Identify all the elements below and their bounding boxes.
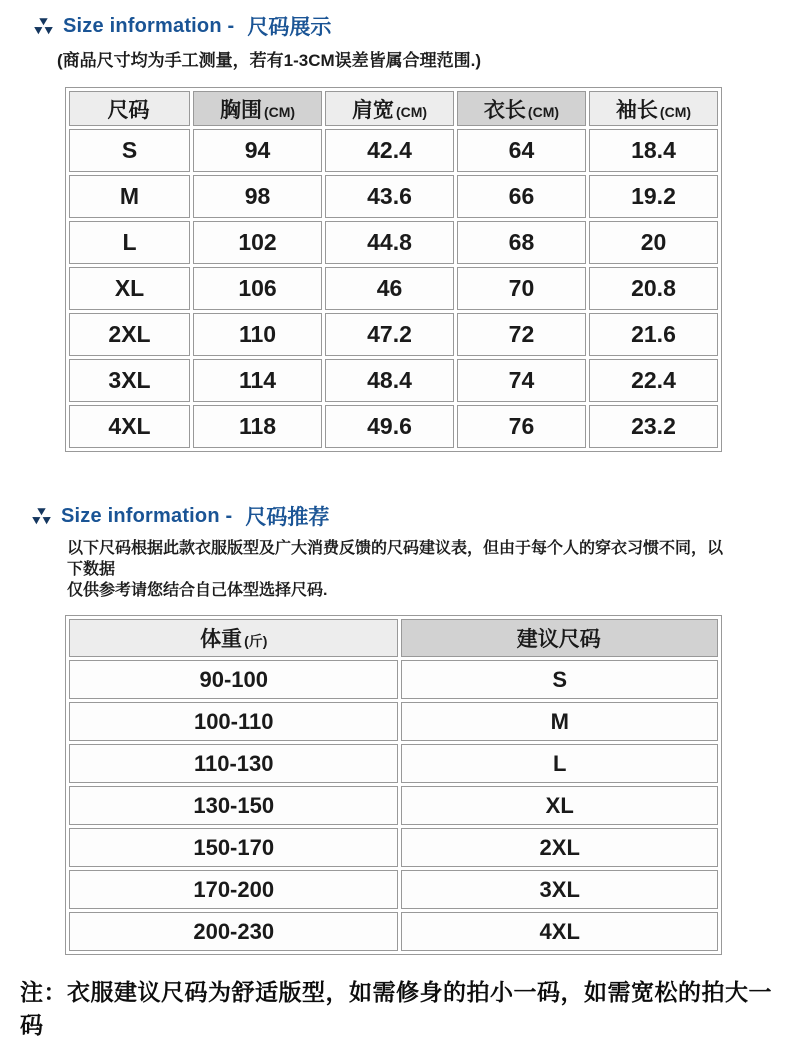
column-unit: (CM) — [659, 103, 692, 120]
table-cell: 49.6 — [325, 405, 454, 448]
table-row — [69, 744, 718, 783]
description-line: 仅供参考请您结合自己体型选择尺码. — [67, 582, 328, 599]
column-label: 衣长 — [483, 98, 526, 122]
table-cell: 76 — [457, 405, 586, 448]
column-header-sleeve — [589, 91, 718, 126]
column-label: 胸围 — [219, 98, 262, 122]
table-cell: 3XL — [69, 359, 190, 402]
table-row — [69, 828, 718, 867]
size-measurements-table — [65, 87, 722, 452]
table-cell: 3XL — [401, 870, 718, 909]
column-label: 尺码 — [107, 98, 150, 122]
recommendation-description — [67, 538, 727, 601]
table-cell: 20 — [589, 221, 718, 264]
table-cell: 20.8 — [589, 267, 718, 310]
table-row — [69, 175, 718, 218]
table-cell: 200-230 — [69, 912, 398, 951]
table-cell: 110-130 — [69, 744, 398, 783]
table-cell: 2XL — [401, 828, 718, 867]
table-cell: 66 — [457, 175, 586, 218]
section-title-en: Size information - — [61, 504, 233, 527]
table-cell: S — [69, 129, 190, 172]
fit-advice-note: 注：衣服建议尺码为舒适版型，如需修身的拍小一码，如需宽松的拍大一码 — [20, 979, 772, 1038]
section-title-zh: 尺码展示 — [247, 16, 332, 39]
table-cell: S — [401, 660, 718, 699]
column-header-length — [457, 91, 586, 126]
column-header-size — [69, 91, 190, 126]
table-cell: L — [401, 744, 718, 783]
table-cell: 68 — [457, 221, 586, 264]
column-label: 袖长 — [615, 98, 658, 122]
column-unit: (斤) — [244, 633, 268, 649]
table-row — [69, 786, 718, 825]
section-header-size-recommendation — [0, 452, 788, 531]
table-row — [69, 660, 718, 699]
table-cell: 2XL — [69, 313, 190, 356]
table-cell: 46 — [325, 267, 454, 310]
table-cell: 42.4 — [325, 129, 454, 172]
column-label: 体重 — [200, 628, 243, 651]
table-cell: 4XL — [401, 912, 718, 951]
column-header-weight — [69, 619, 398, 657]
table-row — [69, 405, 718, 448]
table-cell: XL — [401, 786, 718, 825]
column-label: 建议尺码 — [516, 628, 601, 651]
column-header-shoulder — [325, 91, 454, 126]
table-row — [69, 359, 718, 402]
table-row — [69, 912, 718, 951]
section-header-size-display — [0, 0, 788, 41]
table-cell: 150-170 — [69, 828, 398, 867]
table-cell: 130-150 — [69, 786, 398, 825]
table-cell: L — [69, 221, 190, 264]
table-cell: 43.6 — [325, 175, 454, 218]
table-row — [69, 702, 718, 741]
size-recommendation-table — [65, 615, 722, 955]
table-cell: 64 — [457, 129, 586, 172]
section-title-zh: 尺码推荐 — [245, 506, 330, 529]
tri-blade-icon — [31, 506, 52, 527]
table-cell: 19.2 — [589, 175, 718, 218]
table-cell: 94 — [193, 129, 322, 172]
table-cell: M — [401, 702, 718, 741]
table-cell: 22.4 — [589, 359, 718, 402]
table-cell: 98 — [193, 175, 322, 218]
table-row — [69, 221, 718, 264]
table-cell: XL — [69, 267, 190, 310]
size-table-header-row — [69, 91, 718, 126]
table-cell: 48.4 — [325, 359, 454, 402]
column-header-chest — [193, 91, 322, 126]
column-header-suggested-size — [401, 619, 718, 657]
table-cell: 106 — [193, 267, 322, 310]
table-cell: 4XL — [69, 405, 190, 448]
description-line: 以下尺码根据此款衣服版型及广大消费反馈的尺码建议表，但由于每个人的穿衣习惯不同，以下数据 — [67, 540, 724, 578]
table-cell: 118 — [193, 405, 322, 448]
table-cell: 110 — [193, 313, 322, 356]
table-row — [69, 129, 718, 172]
table-cell: 114 — [193, 359, 322, 402]
measurement-tolerance-note: (商品尺寸均为手工测量，若有1-3CM误差皆属合理范围.) — [57, 51, 482, 70]
table-row — [69, 267, 718, 310]
table-cell: 74 — [457, 359, 586, 402]
table-cell: 100-110 — [69, 702, 398, 741]
column-label: 肩宽 — [351, 98, 394, 122]
table-cell: 170-200 — [69, 870, 398, 909]
table-cell: 90-100 — [69, 660, 398, 699]
table-cell: 47.2 — [325, 313, 454, 356]
table-row — [69, 870, 718, 909]
column-unit: (CM) — [395, 103, 428, 120]
table-cell: 18.4 — [589, 129, 718, 172]
tri-blade-icon — [33, 16, 54, 37]
recommendation-table-header-row — [69, 619, 718, 657]
table-cell: M — [69, 175, 190, 218]
table-cell: 102 — [193, 221, 322, 264]
section-title-en: Size information - — [63, 14, 235, 37]
table-cell: 70 — [457, 267, 586, 310]
table-row — [69, 313, 718, 356]
table-cell: 44.8 — [325, 221, 454, 264]
column-unit: (CM) — [527, 103, 560, 120]
table-cell: 21.6 — [589, 313, 718, 356]
table-cell: 23.2 — [589, 405, 718, 448]
column-unit: (CM) — [263, 103, 296, 120]
table-cell: 72 — [457, 313, 586, 356]
